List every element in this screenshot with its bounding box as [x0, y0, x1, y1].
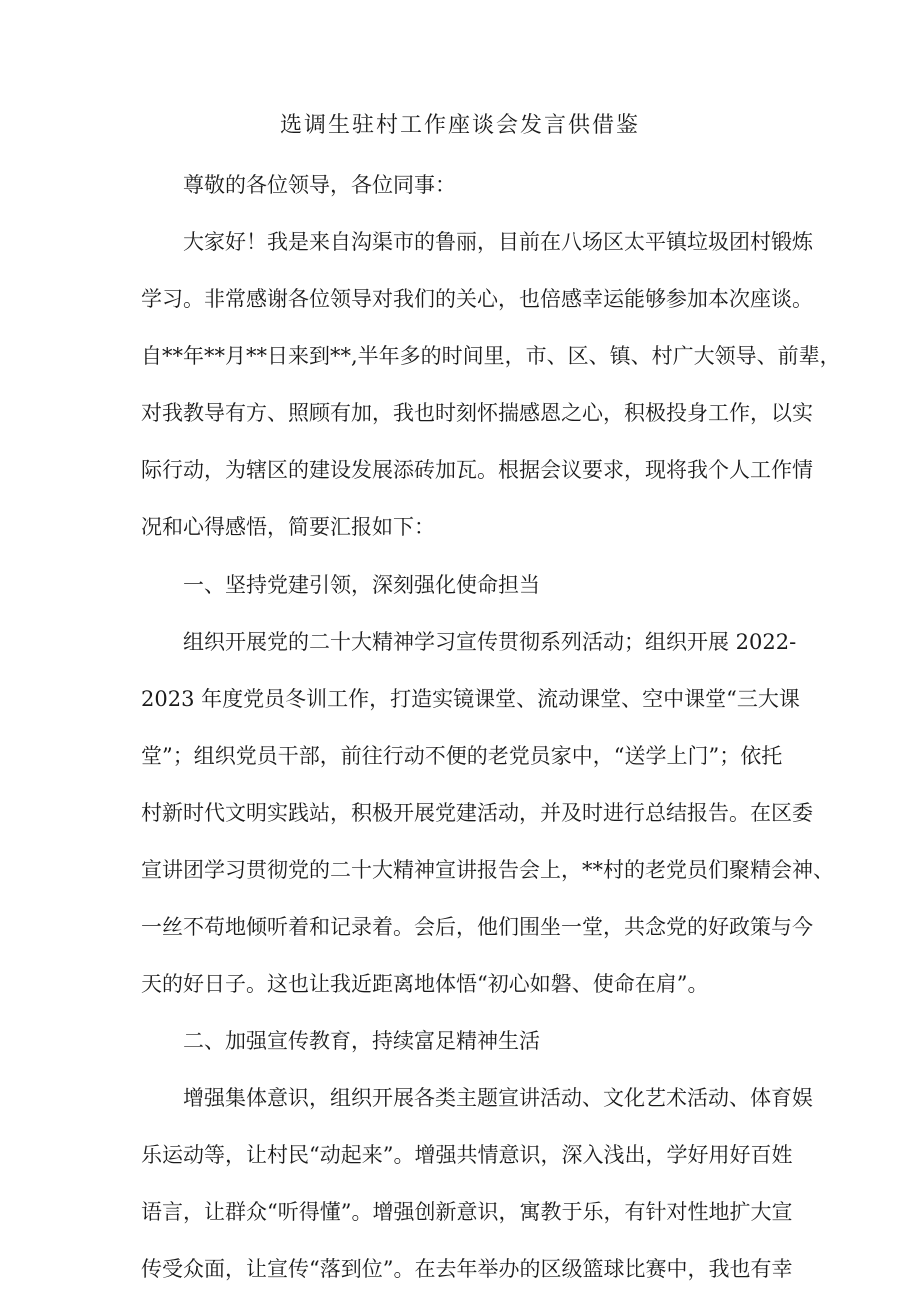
paragraph-1-line-2: 学习。非常感谢各位领导对我们的关心，也倍感幸运能够参加本次座谈。	[141, 287, 813, 311]
document-title: 选调生驻村工作座谈会发言供借鉴	[279, 113, 640, 138]
paragraph-3-line-1: 增强集体意识，组织开展各类主题宣讲活动、文化艺术活动、体育娱	[183, 1086, 813, 1110]
paragraph-3-line-4: 传受众面，让宣传“落到位”。在去年举办的区级篮球比赛中，我也有幸	[141, 1257, 793, 1281]
paragraph-1-line-6: 况和心得感悟，简要汇报如下：	[141, 515, 435, 539]
section-heading-1: 一、坚持党建引领，深刻强化使命担当	[183, 573, 540, 597]
paragraph-1-line-4: 对我教导有方、照顾有加，我也时刻怀揣感恩之心，积极投身工作，以实	[141, 401, 813, 425]
paragraph-1-line-3: 自**年**月**日来到**,半年多的时间里，市、区、镇、村广大领导、前辈，	[141, 344, 841, 368]
paragraph-2-line-4: 村新时代文明实践站，积极开展党建活动，并及时进行总结报告。在区委	[141, 801, 813, 825]
paragraph-1-line-1: 大家好！我是来自沟渠市的鲁丽，目前在八场区太平镇垃圾团村锻炼	[183, 230, 813, 254]
section-heading-2: 二、加强宣传教育，持续富足精神生活	[183, 1029, 540, 1053]
paragraph-2-line-7: 天的好日子。这也让我近距离地体悟“初心如磐、使命在肩”。	[141, 972, 709, 996]
paragraph-3-line-3: 语言，让群众“听得懂”。增强创新意识，寓教于乐，有针对性地扩大宣	[141, 1200, 793, 1224]
paragraph-2-line-6: 一丝不苟地倾听着和记录着。会后，他们围坐一堂，共念党的好政策与今	[141, 915, 813, 939]
paragraph-2-line-5: 宣讲团学习贯彻党的二十大精神宣讲报告会上，**村的老党员们聚精会神、	[141, 858, 834, 882]
paragraph-3-line-2: 乐运动等，让村民“动起来”。增强共情意识，深入浅出，学好用好百姓	[141, 1143, 793, 1167]
paragraph-2-line-1: 组织开展党的二十大精神学习宣传贯彻系列活动；组织开展 2022-	[183, 630, 797, 654]
paragraph-1-line-5: 际行动，为辖区的建设发展添砖加瓦。根据会议要求，现将我个人工作情	[141, 458, 813, 482]
paragraph-2-line-2: 2023 年度党员冬训工作，打造实镜课堂、流动课堂、空中课堂“三大课	[141, 687, 800, 711]
salutation: 尊敬的各位领导，各位同事：	[183, 173, 456, 197]
paragraph-2-line-3: 堂”；组织党员干部，前往行动不便的老党员家中，“送学上门”；依托	[141, 744, 783, 768]
